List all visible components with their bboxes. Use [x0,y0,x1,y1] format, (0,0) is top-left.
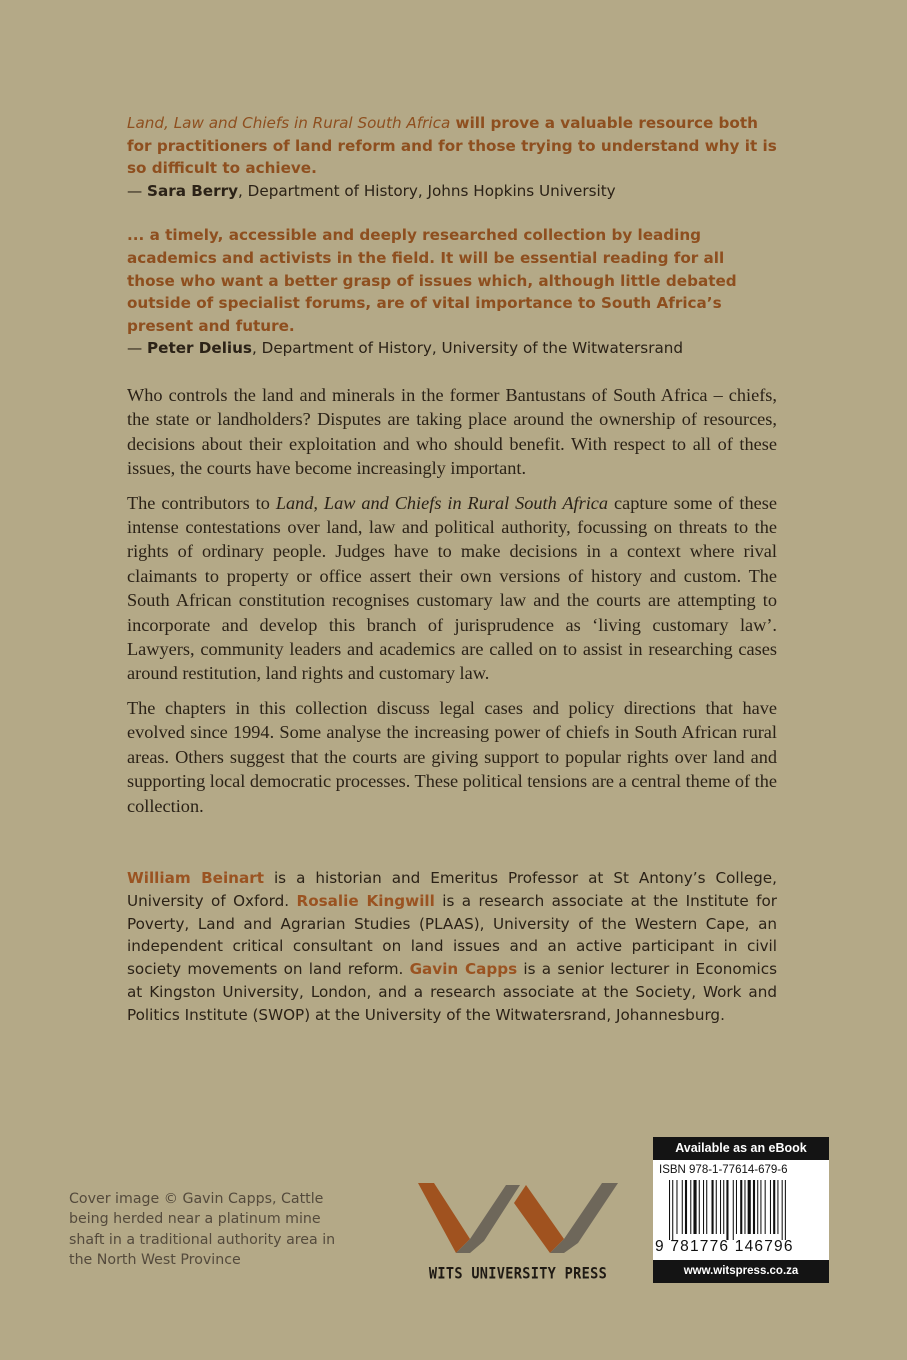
quote-2-author: Peter Delius [147,339,252,358]
barcode-bar [765,1180,766,1234]
barcode-bar [682,1180,683,1234]
barcode-bar [773,1180,775,1234]
barcode-bar [740,1180,742,1234]
blurb-paragraph-1: Who controls the land and minerals in the former Bantustans of South Africa – chiefs, the state or landholders? Disputes are taking place around the ownership of resources, decisions about their exploitation and who should benefit. With respect to all of these issues, the courts have become increasingly important. [127,385,777,479]
barcode-bar [744,1180,745,1234]
barcode-bar [782,1180,783,1240]
quote-1-attribution [127,180,777,203]
logo-stroke-1 [418,1183,470,1253]
barcode-bar [736,1180,737,1234]
barcode-bar [733,1180,734,1240]
blurb-paragraph-2 [127,491,777,686]
logo-stroke-3 [514,1185,564,1253]
blurb-book-title: Land, Law and Chiefs in Rural South Africa [275,492,609,513]
attribution-dash: — [127,181,148,200]
barcode-bar [699,1180,700,1234]
attribution-dash: — [127,339,148,358]
barcode-bar [777,1180,778,1234]
quote-2 [127,224,777,337]
barcode-bar [703,1180,704,1234]
barcode-bar [723,1180,724,1234]
author-bio-kingwill: is a research associate at the Institute for Poverty, Land and Agrarian Studies (PLAAS), University of the Western Cape, an independent critical consultant on land issues and an active participant in civil society movements on land reform. [127,891,777,979]
quote-2-text: ... a timely, accessible and deeply researched collection by leading academics and activists in the field. It will be essential reading for all those who want a better grasp of issues which, although little debated outside of specialist forums, are of vital importance to South Africa’s present and future. [127,226,737,335]
barcode-bar [685,1180,687,1234]
blurb [127,383,777,828]
barcode-bar [753,1180,755,1234]
isbn-number: ISBN 978-1-77614-679-6 [659,1164,788,1176]
quote-2-affiliation: , Department of History, University of the Witwatersrand [251,339,684,358]
author-name-beinart: William Beinart [127,869,264,887]
barcode-bar [748,1180,751,1234]
author-name-capps: Gavin Capps [409,960,518,979]
cover-image-credit: Cover image © Gavin Capps, Cattle being herded near a platinum mine shaft in a traditional authority area in the North West Province [69,1191,336,1268]
barcode-bar [726,1180,728,1240]
barcode-bar [770,1180,771,1234]
barcode-bar [716,1180,717,1234]
barcode-bar [676,1180,677,1234]
barcode-bar [672,1180,673,1240]
barcode-panel [653,1160,829,1260]
barcode-bar [785,1180,786,1240]
barcode-bar [669,1180,670,1240]
barcode-bar [760,1180,761,1234]
barcode-icon [669,1180,819,1240]
barcode-bar [690,1180,691,1234]
ebook-banner: Available as an eBook [653,1137,829,1160]
barcode-digits: 9 781776 146796 [655,1238,794,1255]
barcode-bar [757,1180,758,1234]
blurb-p2-rest: capture some of these intense contestations over land, law and political authority, focussing on threats to the rights of ordinary people. Judges have to make decisions in a context where rival claimants to property or office assert their own versions of history and custom. The South African constitution recognises customary law and the courts are attempting to incorporate and develop this branch of jurisprudence as ‘living customary law’. Lawyers, community leaders and academics are called on to assist in researching cases around restitution, land rights and customary law. [127,492,777,684]
barcode-bar [693,1180,696,1234]
barcode-bar [720,1180,721,1234]
quote-1-author: Sara Berry [147,181,238,200]
barcode-bar [706,1180,707,1234]
blurb-paragraph-3: The chapters in this collection discuss legal cases and policy directions that have evolved since 1994. Some analyse the increasing power of chiefs in South African rural areas. Others suggest that the courts are giving support to popular rights over land and supporting local democratic processes. These political tensions are a central theme of the collection. [127,697,777,816]
endorsements [127,112,777,360]
quote-2-attribution [127,337,777,360]
author-name-kingwill: Rosalie Kingwill [296,891,435,910]
isbn-block [653,1137,829,1283]
author-bios [127,867,777,1027]
publisher-name: WITS UNIVERSITY PRESS [428,1264,608,1284]
barcode-bar [712,1180,714,1234]
quote-1-book-title: Land, Law and Chiefs in Rural South Africa [127,114,451,132]
blurb-p2-lead: The contributors to [127,492,276,513]
quote-1-affiliation: , Department of History, Johns Hopkins University [238,181,616,200]
wits-press-logo-icon [418,1183,618,1253]
website-banner: www.witspress.co.za [653,1260,829,1283]
author-bio-beinart: is a historian and Emeritus Professor at St Antony’s College, University of Oxford. [127,869,777,910]
quote-1-text: will prove a valuable resource both for practitioners of land reform and for those trying to understand why it is so difficult to achieve. [127,114,777,178]
author-bio-capps: is a senior lecturer in Economics at Kingston University, London, and a research associate at the Society, Work and Politics Institute (SWOP) at the University of the Witwatersrand, Johannesburg. [127,960,777,1024]
quote-1 [127,112,777,180]
